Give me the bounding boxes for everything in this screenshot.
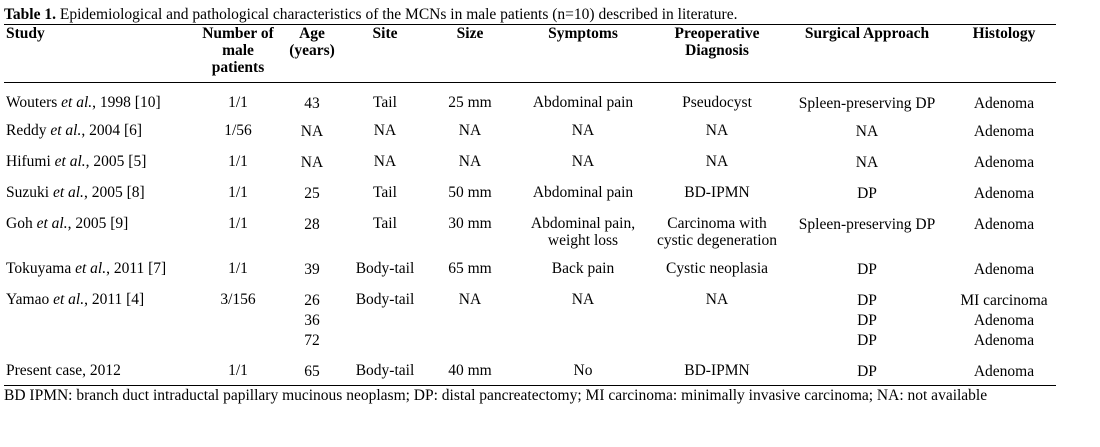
symptoms-cell: Abdominal pain, weight loss: [530, 215, 636, 249]
histology-value: Adenoma: [973, 261, 1035, 278]
histology-value: Adenoma: [973, 312, 1035, 329]
study-cell: [4, 283, 196, 354]
histology-value: Adenoma: [973, 123, 1035, 140]
study-etal: et al.: [71, 260, 107, 277]
histology-cell: [952, 114, 1056, 145]
histology-cell: [952, 283, 1056, 354]
number-cell: 3/156: [220, 291, 256, 308]
symptoms-cell: NA: [571, 153, 595, 170]
surgery-value: DP: [857, 292, 877, 309]
study-cell: [4, 114, 196, 145]
age-cell: [280, 114, 344, 145]
study-etal: et al.: [49, 184, 84, 201]
surgery-value: DP: [857, 261, 877, 278]
symptoms-cell: NA: [571, 122, 595, 139]
age-cell: [280, 283, 344, 354]
symptoms-cell: No: [573, 362, 593, 379]
study-etal: et al.: [32, 215, 68, 232]
study-etal: et al.: [57, 94, 93, 111]
age-value: 43: [304, 95, 320, 112]
age-value: 39: [304, 261, 320, 278]
histology-value: Adenoma: [973, 95, 1035, 112]
study-cell: [4, 83, 196, 115]
surgery-value: DP: [857, 363, 877, 380]
table-caption-text: Epidemiological and pathological characteristics of the MCNs in male patients (n=10) described in literature.: [55, 6, 738, 23]
study-cell: [4, 252, 196, 283]
diagnosis-cell: NA: [705, 122, 729, 139]
surgery-cell: [782, 176, 952, 207]
number-cell: 1/1: [228, 260, 248, 277]
age-cell: [280, 83, 344, 115]
surgery-value: DP: [857, 332, 877, 349]
site-cell: Tail: [373, 184, 397, 201]
age-value: 28: [304, 216, 320, 233]
table-row: [4, 354, 1056, 386]
number-cell: 1/1: [228, 153, 248, 170]
surgery-value: Spleen-preserving DP: [798, 95, 936, 112]
header-diagnosis: Preoperative Diagnosis: [652, 25, 782, 83]
size-cell: 40 mm: [448, 362, 492, 379]
number-cell: 1/1: [228, 362, 248, 379]
header-age: Age (years): [280, 25, 344, 83]
age-value: 25: [304, 185, 320, 202]
surgery-cell: [782, 114, 952, 145]
site-cell: NA: [373, 153, 397, 170]
number-cell: 1/1: [228, 215, 248, 232]
age-value: NA: [300, 123, 324, 140]
site-cell: Body-tail: [355, 291, 415, 308]
age-cell: [280, 354, 344, 386]
symptoms-cell: Back pain: [551, 260, 615, 277]
histology-cell: [952, 176, 1056, 207]
study-cell: [4, 207, 196, 252]
study-author: Yamao: [6, 291, 50, 308]
age-value: 65: [304, 363, 320, 380]
site-cell: Tail: [373, 215, 397, 232]
surgery-cell: [782, 145, 952, 176]
study-year-ref: , 2011 [4]: [84, 291, 145, 308]
size-cell: NA: [458, 153, 482, 170]
header-row: [4, 25, 1056, 83]
diagnosis-cell: Pseudocyst: [682, 94, 752, 111]
age-cell: [280, 176, 344, 207]
header-size: Size: [426, 25, 514, 83]
study-author: Reddy: [6, 122, 47, 139]
age-value: 26: [304, 292, 320, 309]
header-site: Site: [344, 25, 426, 83]
symptoms-cell: Abdominal pain: [532, 94, 634, 111]
diagnosis-cell: Cystic neoplasia: [665, 260, 769, 277]
table-footnote: BD IPMN: branch duct intraductal papillary mucinous neoplasm; DP: distal pancreatectomy; MI carcinoma: minimally invasive carcinoma; NA: not available: [4, 387, 988, 404]
table-caption: [4, 6, 1064, 24]
study-author: Hifumi: [6, 153, 51, 170]
study-year-ref: , 2005 [9]: [67, 215, 129, 232]
size-cell: NA: [458, 291, 482, 308]
study-cell: [4, 145, 196, 176]
study-year-ref: , 2011 [7]: [106, 260, 167, 277]
study-year-ref: , 1998 [10]: [92, 94, 161, 111]
symptoms-cell: Abdominal pain: [532, 184, 634, 201]
study-year-ref: , 2005 [5]: [85, 153, 147, 170]
histology-cell: [952, 83, 1056, 115]
table-row: [4, 83, 1056, 115]
table-row: [4, 207, 1056, 252]
study-author: Wouters: [6, 94, 58, 111]
diagnosis-cell: BD-IPMN: [684, 184, 750, 201]
histology-value: Adenoma: [973, 216, 1035, 233]
age-value: NA: [300, 154, 324, 171]
surgery-cell: [782, 207, 952, 252]
size-cell: 65 mm: [448, 260, 492, 277]
histology-value: Adenoma: [973, 363, 1035, 380]
histology-value: Adenoma: [973, 332, 1035, 349]
surgery-value: NA: [855, 154, 879, 171]
table-row: [4, 114, 1056, 145]
age-cell: [280, 145, 344, 176]
header-histology: Histology: [952, 25, 1056, 83]
histology-cell: [952, 354, 1056, 386]
study-year-ref: , 2005 [8]: [83, 184, 145, 201]
site-cell: Body-tail: [355, 260, 415, 277]
surgery-value: DP: [857, 185, 877, 202]
size-cell: 25 mm: [448, 94, 492, 111]
study-etal: et al.: [49, 291, 85, 308]
diagnosis-cell: NA: [705, 153, 729, 170]
symptoms-cell: NA: [571, 291, 595, 308]
histology-cell: [952, 145, 1056, 176]
header-symptoms: Symptoms: [514, 25, 652, 83]
header-number: Number of male patients: [196, 25, 280, 83]
table-row: [4, 176, 1056, 207]
study-author: Present case, 2012: [6, 362, 121, 379]
study-cell: [4, 354, 196, 386]
study-year-ref: , 2004 [6]: [81, 122, 143, 139]
histology-value: Adenoma: [973, 185, 1035, 202]
number-cell: 1/1: [228, 94, 248, 111]
diagnosis-cell: BD-IPMN: [684, 362, 750, 379]
site-cell: Tail: [373, 94, 397, 111]
age-cell: [280, 207, 344, 252]
surgery-value: DP: [857, 312, 877, 329]
surgery-value: NA: [855, 123, 879, 140]
diagnosis-cell: Carcinoma with cystic degeneration: [656, 215, 778, 249]
size-cell: NA: [458, 122, 482, 139]
age-cell: [280, 252, 344, 283]
table-caption-label: Table 1.: [4, 6, 56, 23]
size-cell: 30 mm: [448, 215, 492, 232]
study-author: Goh: [6, 215, 33, 232]
surgery-cell: [782, 283, 952, 354]
number-cell: 1/1: [228, 184, 248, 201]
size-cell: 50 mm: [448, 184, 492, 201]
study-cell: [4, 176, 196, 207]
study-etal: et al.: [50, 153, 86, 170]
histology-cell: [952, 252, 1056, 283]
study-etal: et al.: [46, 122, 82, 139]
histology-cell: [952, 207, 1056, 252]
characteristics-table: [4, 24, 1056, 386]
histology-value: Adenoma: [973, 154, 1035, 171]
surgery-cell: [782, 252, 952, 283]
study-author: Suzuki: [6, 184, 50, 201]
diagnosis-cell: NA: [705, 291, 729, 308]
table-row: [4, 283, 1056, 354]
surgery-value: Spleen-preserving DP: [798, 216, 936, 233]
header-surgery: Surgical Approach: [782, 25, 952, 83]
age-value: 72: [304, 332, 320, 349]
table-row: [4, 145, 1056, 176]
number-cell: 1/56: [224, 122, 252, 139]
header-study: Study: [4, 25, 196, 83]
age-value: 36: [304, 312, 320, 329]
histology-value: MI carcinoma: [960, 292, 1048, 309]
table-body: [4, 83, 1056, 386]
table-row: [4, 252, 1056, 283]
surgery-cell: [782, 354, 952, 386]
site-cell: NA: [373, 122, 397, 139]
study-author: Tokuyama: [6, 260, 72, 277]
surgery-cell: [782, 83, 952, 115]
site-cell: Body-tail: [355, 362, 415, 379]
